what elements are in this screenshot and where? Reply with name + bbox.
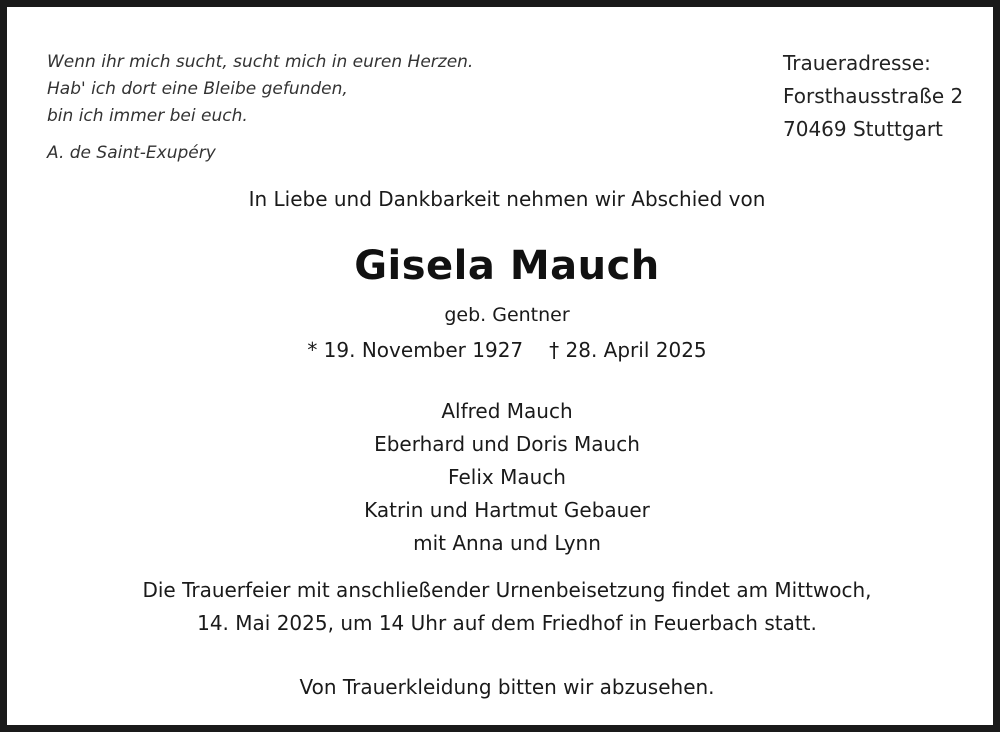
address-street: Forsthausstraße 2 [783,84,964,108]
quote-line: Hab' ich dort eine Bleibe gefunden, [47,79,348,99]
intro-text: In Liebe und Dankbarkeit nehmen wir Abschied von [248,187,766,211]
mourner-name: mit Anna und Lynn [413,531,601,555]
mourner-name: Felix Mauch [448,465,566,489]
life-dates [7,338,1000,362]
mourner-name: Eberhard und Doris Mauch [374,432,640,456]
ceremony-line: Die Trauerfeier mit anschließender Urnenbeisetzung findet am Mittwoch, [142,578,872,602]
address-label: Traueradresse: [783,51,931,75]
mourner-name: Katrin und Hartmut Gebauer [364,498,650,522]
quote-line: bin ich immer bei euch. [47,106,248,126]
ceremony-line: 14. Mai 2025, um 14 Uhr auf dem Friedhof in Feuerbach statt. [197,611,817,635]
maiden-name: geb. Gentner [444,304,570,326]
quote-author: A. de Saint-Exupéry [47,143,216,163]
mourner-name: Alfred Mauch [441,399,573,423]
death-date: † 28. April 2025 [549,338,707,362]
quote-block [47,49,473,167]
ceremony-info [7,574,1000,640]
address-city: 70469 Stuttgart [783,117,943,141]
birth-date: * 19. November 1927 [307,338,524,362]
quote-line: Wenn ihr mich sucht, sucht mich in euren Herzen. [47,52,474,72]
mourning-address [783,47,963,146]
mourners-list [7,395,1000,560]
deceased-name: Gisela Mauch [354,243,660,289]
closing-note: Von Trauerkleidung bitten wir abzusehen. [299,675,715,699]
